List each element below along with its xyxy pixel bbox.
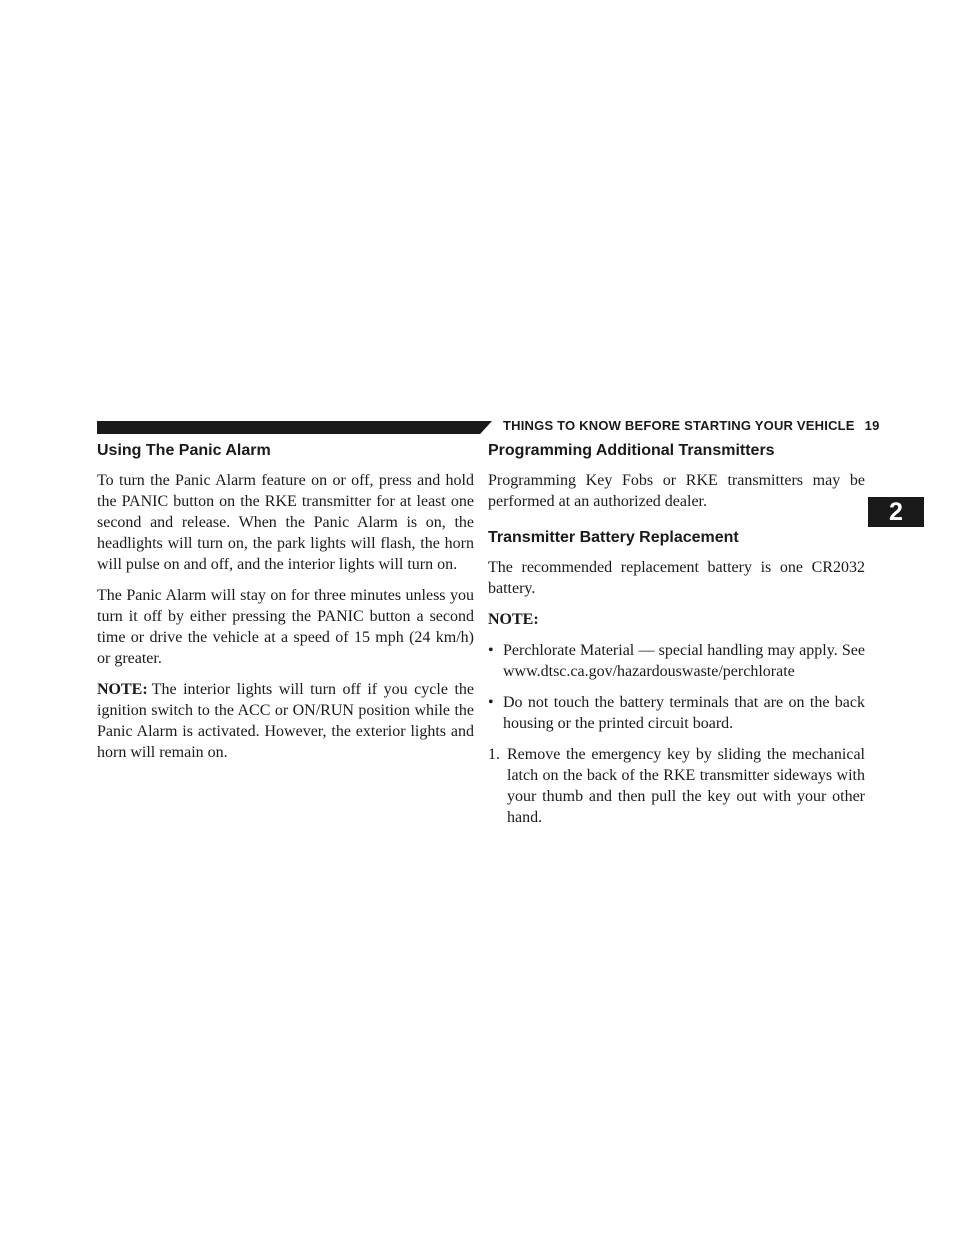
list-item: • Perchlorate Material — special handling may apply. See www.dtsc.ca.gov/hazardouswaste/perchlorate [488, 642, 865, 680]
panic-alarm-paragraph-1: To turn the Panic Alarm feature on or off, press and hold the PANIC button on the RKE transmitter for at least one second and release. When the Panic Alarm is on, the headlights will turn on, the park lights will flash, the horn will pulse on and off, and the interior lights will turn on. [97, 472, 474, 573]
step-number: 1. [488, 746, 500, 763]
panic-alarm-note [97, 679, 474, 763]
list-item: • Do not touch the battery terminals that are on the back housing or the printed circuit board. [488, 694, 865, 732]
step-text: Remove the emergency key by sliding the mechanical latch on the back of the RKE transmitter sideways with your thumb and then pull the key out with your other hand. [507, 746, 865, 826]
running-header [503, 418, 880, 433]
bullet-icon: • [488, 642, 494, 659]
step-item [488, 744, 865, 828]
battery-steps-list [488, 744, 865, 828]
chapter-tab: 2 [868, 497, 924, 527]
section-title: THINGS TO KNOW BEFORE STARTING YOUR VEHICLE [503, 418, 855, 433]
page-number: 19 [864, 418, 880, 433]
battery-note-list [488, 640, 865, 734]
note-text: The interior lights will turn off if you cycle the ignition switch to the ACC or ON/RUN position while the Panic Alarm is activated. However, the exterior lights and horn will remain on. [97, 681, 474, 761]
panic-alarm-paragraph-2: The Panic Alarm will stay on for three minutes unless you turn it off by either pressing the PANIC button a second time or drive the vehicle at a speed of 15 mph (24 km/h) or greater. [97, 587, 474, 667]
programming-paragraph: Programming Key Fobs or RKE transmitters may be performed at an authorized dealer. [488, 472, 865, 510]
battery-replacement-heading: Transmitter Battery Replacement [488, 529, 739, 546]
note-label: NOTE: [97, 681, 148, 698]
right-column [488, 439, 865, 828]
battery-note-label: NOTE: [488, 611, 539, 628]
programming-transmitters-heading: Programming Additional Transmitters [488, 442, 775, 459]
panic-alarm-heading: Using The Panic Alarm [97, 442, 271, 459]
battery-paragraph: The recommended replacement battery is one CR2032 battery. [488, 559, 865, 597]
left-column [97, 439, 474, 773]
bullet-icon: • [488, 694, 494, 711]
header-rule-bar [97, 421, 492, 434]
